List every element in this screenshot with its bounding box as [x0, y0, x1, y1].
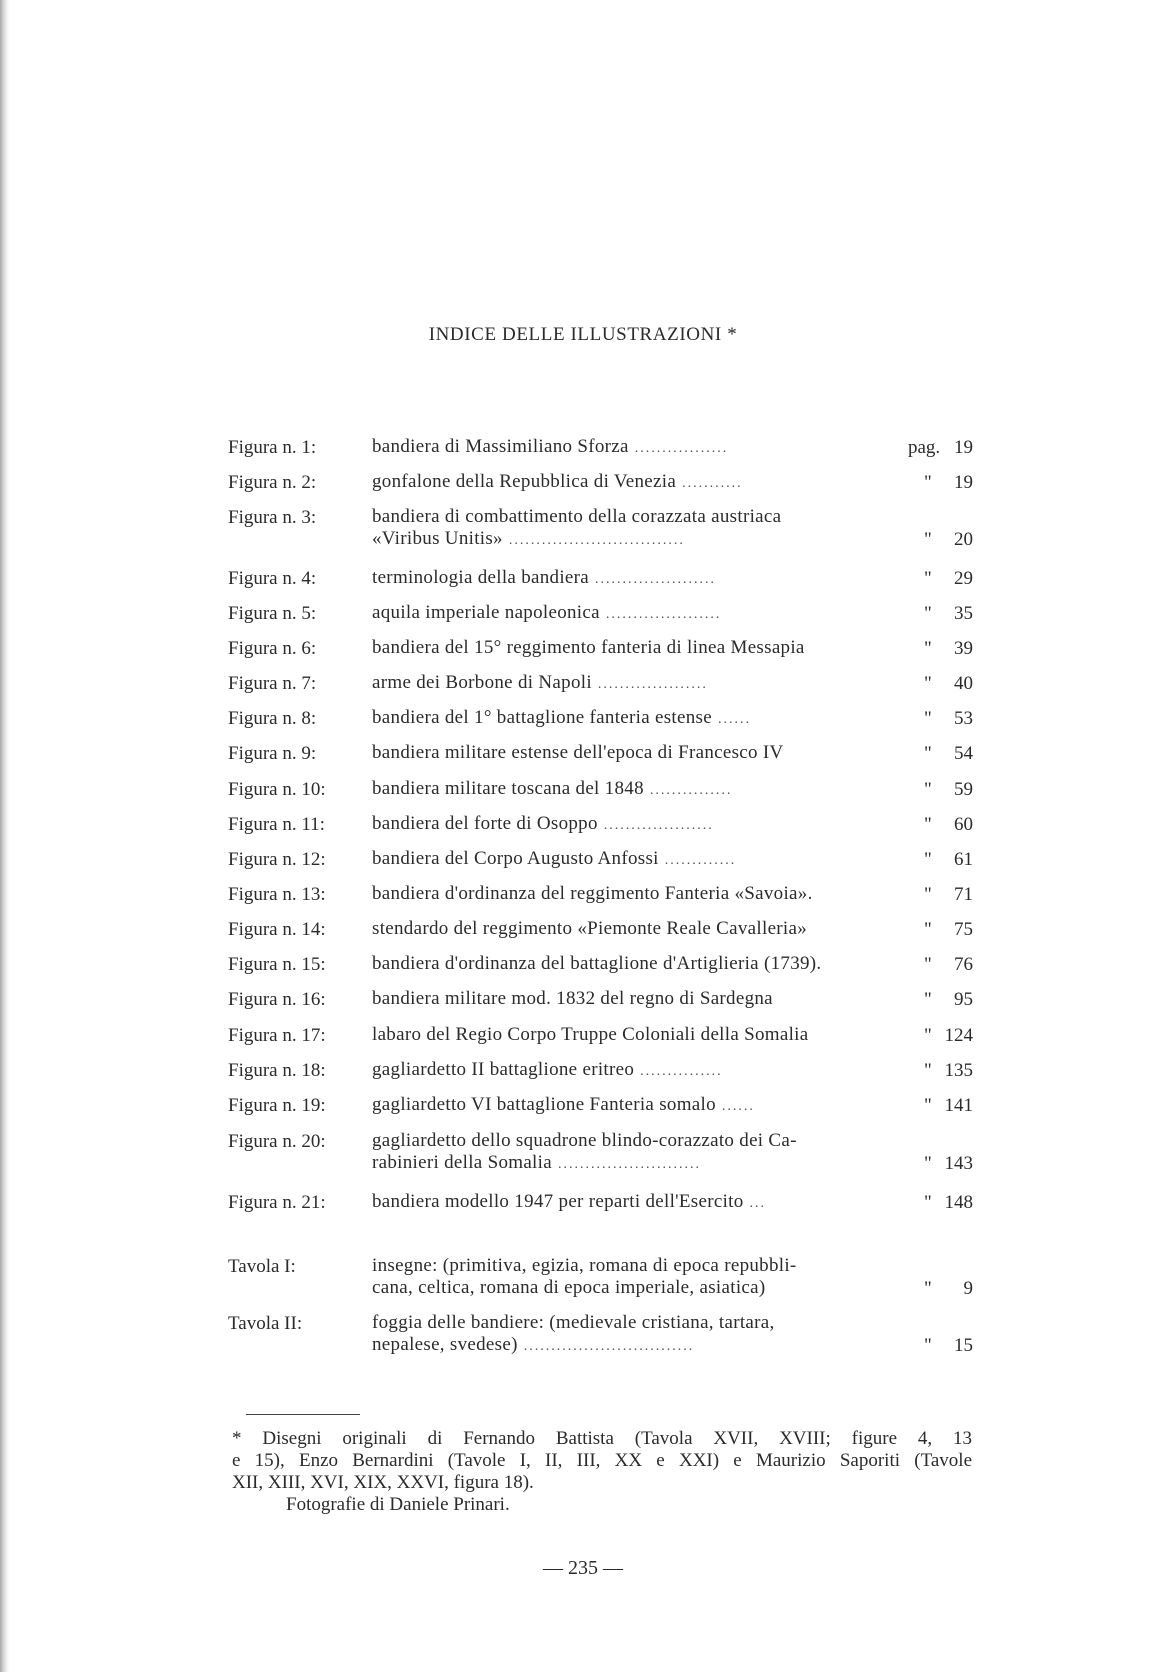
description-text: bandiera modello 1947 per reparti dell'Esercito — [372, 1191, 744, 1212]
entry-description — [372, 742, 904, 764]
entry-label: Figura n. 1: — [228, 437, 317, 458]
description-line — [372, 436, 904, 458]
footnote-line: e 15), Enzo Bernardini (Tavole I, II, III, XX e XXI) e Maurizio Saporiti (Tavole — [232, 1450, 972, 1471]
description-line — [372, 1152, 904, 1174]
page-prefix: " — [924, 568, 932, 589]
page-ref: 143 — [944, 1153, 973, 1174]
description-text: terminologia della bandiera — [372, 567, 590, 588]
entry-description — [372, 1094, 904, 1116]
description-text: gagliardetto VI battaglione Fanteria somalo — [372, 1094, 716, 1115]
page-prefix: " — [924, 603, 932, 624]
entry-label: Figura n. 2: — [228, 472, 317, 493]
page-ref: 19 — [954, 437, 973, 458]
entry-description — [372, 848, 904, 870]
page-prefix: " — [924, 1335, 932, 1356]
entry-label: Figura n. 7: — [228, 673, 317, 694]
entry-description — [372, 1191, 904, 1213]
page-prefix: " — [924, 989, 932, 1010]
page-ref: 71 — [954, 884, 973, 905]
page-ref: 148 — [944, 1192, 973, 1213]
description-line — [372, 1024, 904, 1046]
entry-label: Tavola I: — [228, 1256, 296, 1277]
description-line — [372, 918, 904, 940]
dot-leader: ................................ — [508, 533, 685, 548]
page-ref: 61 — [954, 849, 973, 870]
page-ref: 124 — [944, 1025, 973, 1046]
page-prefix: " — [924, 638, 932, 659]
description-line — [372, 778, 904, 800]
page-prefix: " — [924, 743, 932, 764]
entry-label: Figura n. 6: — [228, 638, 317, 659]
page-title: INDICE DELLE ILLUSTRAZIONI * — [428, 324, 738, 345]
footnote-separator — [246, 1414, 360, 1415]
page-prefix: " — [924, 779, 932, 800]
description-line — [372, 1255, 904, 1277]
entry-label: Figura n. 15: — [228, 954, 326, 975]
entry-description — [372, 1312, 904, 1356]
page-number: — 235 — — [543, 1557, 623, 1579]
page-ref: 75 — [954, 919, 973, 940]
description-text: nepalese, svedese) — [372, 1334, 518, 1355]
entry-description — [372, 506, 904, 550]
page-prefix: " — [924, 1153, 932, 1174]
page-prefix: " — [924, 814, 932, 835]
entry-label: Figura n. 11: — [228, 814, 325, 835]
description-line — [372, 637, 904, 659]
entry-description — [372, 778, 904, 800]
page-ref: 40 — [954, 673, 973, 694]
entry-label: Figura n. 20: — [228, 1131, 326, 1152]
description-text: bandiera del Corpo Augusto Anfossi — [372, 848, 659, 869]
entry-description — [372, 1059, 904, 1081]
dot-leader: ............................... — [523, 1339, 695, 1354]
page-ref: 54 — [954, 743, 973, 764]
description-text: insegne: (primitiva, egizia, romana di epoca repubbli- — [372, 1255, 797, 1276]
page-prefix: " — [924, 708, 932, 729]
entry-label: Figura n. 8: — [228, 708, 317, 729]
description-text: bandiera militare estense dell'epoca di Francesco IV — [372, 742, 784, 763]
entry-label: Figura n. 14: — [228, 919, 326, 940]
description-text: rabinieri della Somalia — [372, 1152, 552, 1173]
description-line — [372, 883, 904, 905]
description-text: labaro del Regio Corpo Truppe Coloniali della Somalia — [372, 1024, 809, 1045]
page-ref: 53 — [954, 708, 973, 729]
description-line — [372, 848, 904, 870]
page-ref: 95 — [954, 989, 973, 1010]
dot-leader: ...... — [717, 712, 751, 727]
page-prefix: " — [924, 472, 932, 493]
description-line — [372, 1130, 904, 1152]
dot-leader: ................. — [634, 441, 729, 456]
description-text: bandiera di Massimiliano Sforza — [372, 436, 629, 457]
entry-description — [372, 1024, 904, 1046]
entry-description — [372, 602, 904, 624]
dot-leader: ...... — [721, 1099, 755, 1114]
entry-label: Figura n. 16: — [228, 989, 326, 1010]
entry-label: Figura n. 10: — [228, 779, 326, 800]
page-prefix: " — [924, 1095, 932, 1116]
description-text: foggia delle bandiere: (medievale cristiana, tartara, — [372, 1312, 775, 1333]
description-text: cana, celtica, romana di epoca imperiale, asiatica) — [372, 1277, 766, 1298]
dot-leader: ...................... — [595, 572, 717, 587]
description-line — [372, 506, 904, 528]
description-text: bandiera d'ordinanza del battaglione d'Artiglieria (1739). — [372, 953, 822, 974]
description-line — [372, 1277, 904, 1299]
description-text: bandiera di combattimento della corazzata austriaca — [372, 506, 782, 527]
description-line — [372, 1312, 904, 1334]
entry-description — [372, 813, 904, 835]
page-ref: 9 — [963, 1278, 973, 1299]
page-ref: 60 — [954, 814, 973, 835]
description-line — [372, 672, 904, 694]
dot-leader: .................... — [597, 677, 708, 692]
entry-description — [372, 1130, 904, 1174]
entry-description — [372, 988, 904, 1010]
page-ref: 141 — [944, 1095, 973, 1116]
description-text: arme dei Borbone di Napoli — [372, 672, 592, 693]
entry-description — [372, 637, 904, 659]
page-prefix: " — [924, 1025, 932, 1046]
entry-description — [372, 672, 904, 694]
entry-description — [372, 707, 904, 729]
entry-label: Figura n. 4: — [228, 568, 317, 589]
description-line — [372, 567, 904, 589]
entry-description — [372, 918, 904, 940]
entry-label: Figura n. 17: — [228, 1025, 326, 1046]
footnote-line: * Disegni originali di Fernando Battista (Tavola XVII, XVIII; figure 4, 13 — [232, 1428, 972, 1449]
page-prefix: pag. — [908, 437, 941, 458]
page-prefix: " — [924, 529, 932, 550]
description-line — [372, 602, 904, 624]
entry-description — [372, 471, 904, 493]
description-line — [372, 988, 904, 1010]
description-text: bandiera del forte di Osoppo — [372, 813, 598, 834]
description-text: «Viribus Unitis» — [372, 528, 503, 549]
description-line — [372, 742, 904, 764]
description-text: bandiera d'ordinanza del reggimento Fanteria «Savoia». — [372, 883, 813, 904]
page-ref: 15 — [954, 1335, 973, 1356]
entry-label: Figura n. 3: — [228, 507, 317, 528]
page-ref: 19 — [954, 472, 973, 493]
entry-description — [372, 436, 904, 458]
page-prefix: " — [924, 1278, 932, 1299]
footnote-line: XII, XIII, XVI, XIX, XXVI, figura 18). — [232, 1472, 534, 1493]
description-text: bandiera del 1° battaglione fanteria estense — [372, 707, 712, 728]
page-prefix: " — [924, 673, 932, 694]
entry-description — [372, 953, 904, 975]
description-line — [372, 1094, 904, 1116]
entry-label: Tavola II: — [228, 1313, 303, 1334]
page-prefix: " — [924, 954, 932, 975]
dot-leader: ........... — [682, 476, 743, 491]
dot-leader: ... — [749, 1196, 767, 1211]
page-prefix: " — [924, 1060, 932, 1081]
entry-description — [372, 1255, 904, 1299]
entry-description — [372, 567, 904, 589]
description-text: gagliardetto II battaglione eritreo — [372, 1059, 635, 1080]
dot-leader: ............... — [649, 783, 733, 798]
page-ref: 135 — [944, 1060, 973, 1081]
description-line — [372, 528, 904, 550]
dot-leader: ............. — [664, 853, 737, 868]
entry-label: Figura n. 12: — [228, 849, 326, 870]
dot-leader: .......................... — [557, 1157, 701, 1172]
entry-label: Figura n. 13: — [228, 884, 326, 905]
page-ref: 76 — [954, 954, 973, 975]
entry-label: Figura n. 19: — [228, 1095, 326, 1116]
description-text: bandiera militare mod. 1832 del regno di Sardegna — [372, 988, 773, 1009]
description-line — [372, 707, 904, 729]
entry-label: Figura n. 5: — [228, 603, 317, 624]
page-prefix: " — [924, 1192, 932, 1213]
entry-label: Figura n. 9: — [228, 743, 317, 764]
photo-credit: Fotografie di Daniele Prinari. — [286, 1494, 510, 1515]
description-text: bandiera militare toscana del 1848 — [372, 778, 644, 799]
dot-leader: ..................... — [605, 607, 722, 622]
page-ref: 35 — [954, 603, 973, 624]
description-line — [372, 1334, 904, 1356]
description-line — [372, 813, 904, 835]
description-line — [372, 1191, 904, 1213]
dot-leader: ............... — [640, 1064, 723, 1079]
description-text: gagliardetto dello squadrone blindo-corazzato dei Ca- — [372, 1130, 797, 1151]
page-ref: 39 — [954, 638, 973, 659]
page-prefix: " — [924, 849, 932, 870]
description-text: stendardo del reggimento «Piemonte Reale Cavalleria» — [372, 918, 808, 939]
entry-label: Figura n. 18: — [228, 1060, 326, 1081]
description-line — [372, 1059, 904, 1081]
description-text: gonfalone della Repubblica di Venezia — [372, 471, 677, 492]
description-line — [372, 953, 904, 975]
page-prefix: " — [924, 919, 932, 940]
description-text: aquila imperiale napoleonica — [372, 602, 600, 623]
page-ref: 59 — [954, 779, 973, 800]
page-prefix: " — [924, 884, 932, 905]
entry-label: Figura n. 21: — [228, 1192, 326, 1213]
description-text: bandiera del 15° reggimento fanteria di linea Messapia — [372, 637, 805, 658]
page-ref: 20 — [954, 529, 973, 550]
footnote — [232, 1428, 972, 1516]
dot-leader: .................... — [603, 818, 714, 833]
description-line — [372, 471, 904, 493]
entry-description — [372, 883, 904, 905]
page-ref: 29 — [954, 568, 973, 589]
